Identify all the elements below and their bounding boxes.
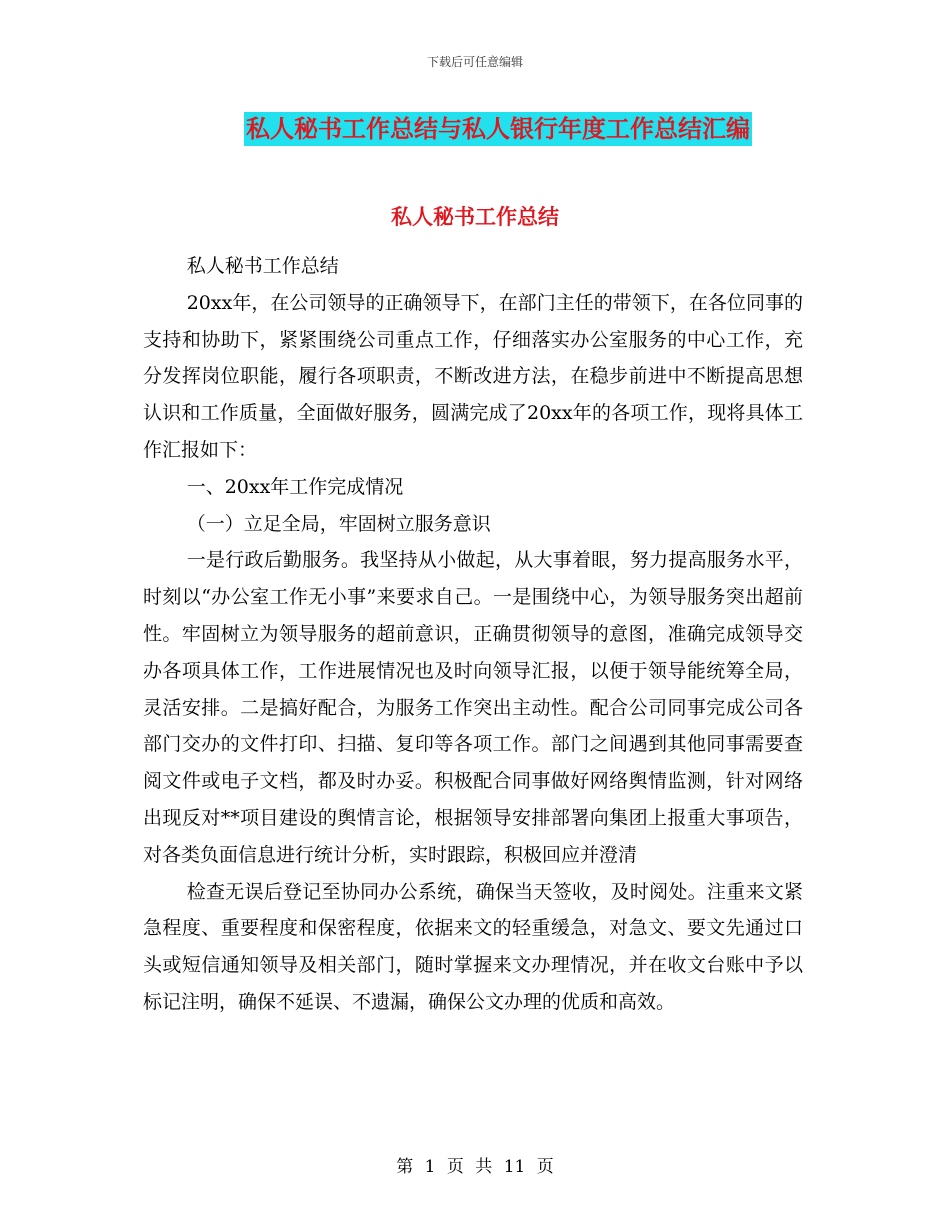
paragraph-document-handling: 检查无误后登记至协同办公系统，确保当天签收，及时阅处。注重来文紧急程度、重要程度和保密程度，依据来文的轻重缓急，对急文、要文先通过口头或短信通知领导及相关部门，随时掌握来文办理情况，并在收文台账中予以标记注明，确保不延误、不遗漏，确保公文办理的优质和高效。 <box>143 880 803 1013</box>
paragraph-subheading-1: （一）立足全局，牢固树立服务意识 <box>186 512 491 535</box>
section-title: 私人秘书工作总结 <box>391 205 559 229</box>
header-note: 下载后可任意编辑 <box>426 55 523 69</box>
page-indicator: 第 1 页 共 11 页 <box>396 1157 554 1177</box>
paragraph-service: 一是行政后勤服务。我坚持从小做起，从大事着眼，努力提高服务水平，时刻以“办公室工作无小事”来要求自己。一是围绕中心，为领导服务突出超前性。牢固树立为领导服务的超前意识，正确贯彻领导的意图，准确完成领导交办各项具体工作，工作进展情况也及时向领导汇报，以便于领导能统筹全局，灵活安排。二是搞好配合，为服务工作突出主动性。配合公司同事完成公司各部门交办的文件打印、扫描、复印等各项工作。部门之间遇到其他同事需要查阅文件或电子文档，都及时办妥。积极配合同事做好网络舆情监测，针对网络出现反对**项目建设的舆情言论，根据领导安排部署向集团上报重大事项告，对各类负面信息进行统计分析，实时跟踪，积极回应并澄清 <box>143 549 803 866</box>
document-body <box>143 248 803 1021</box>
paragraph-intro: 20xx年，在公司领导的正确领导下，在部门主任的带领下，在各位同事的支持和协助下，紧紧围绕公司重点工作，仔细落实办公室服务的中心工作，充分发挥岗位职能，履行各项职责，不断改进方法，在稳步前进中不断提高思想认识和工作质量，全面做好服务，圆满完成了20xx年的各项工作，现将具体工作汇报如下： <box>143 291 803 461</box>
document-title-text: 私人秘书工作总结与私人银行年度工作总结汇编 <box>244 112 752 146</box>
paragraph-heading-1: 一、20xx年工作完成情况 <box>186 475 404 498</box>
document-title <box>0 112 950 146</box>
paragraph-subtitle: 私人秘书工作总结 <box>186 255 339 277</box>
